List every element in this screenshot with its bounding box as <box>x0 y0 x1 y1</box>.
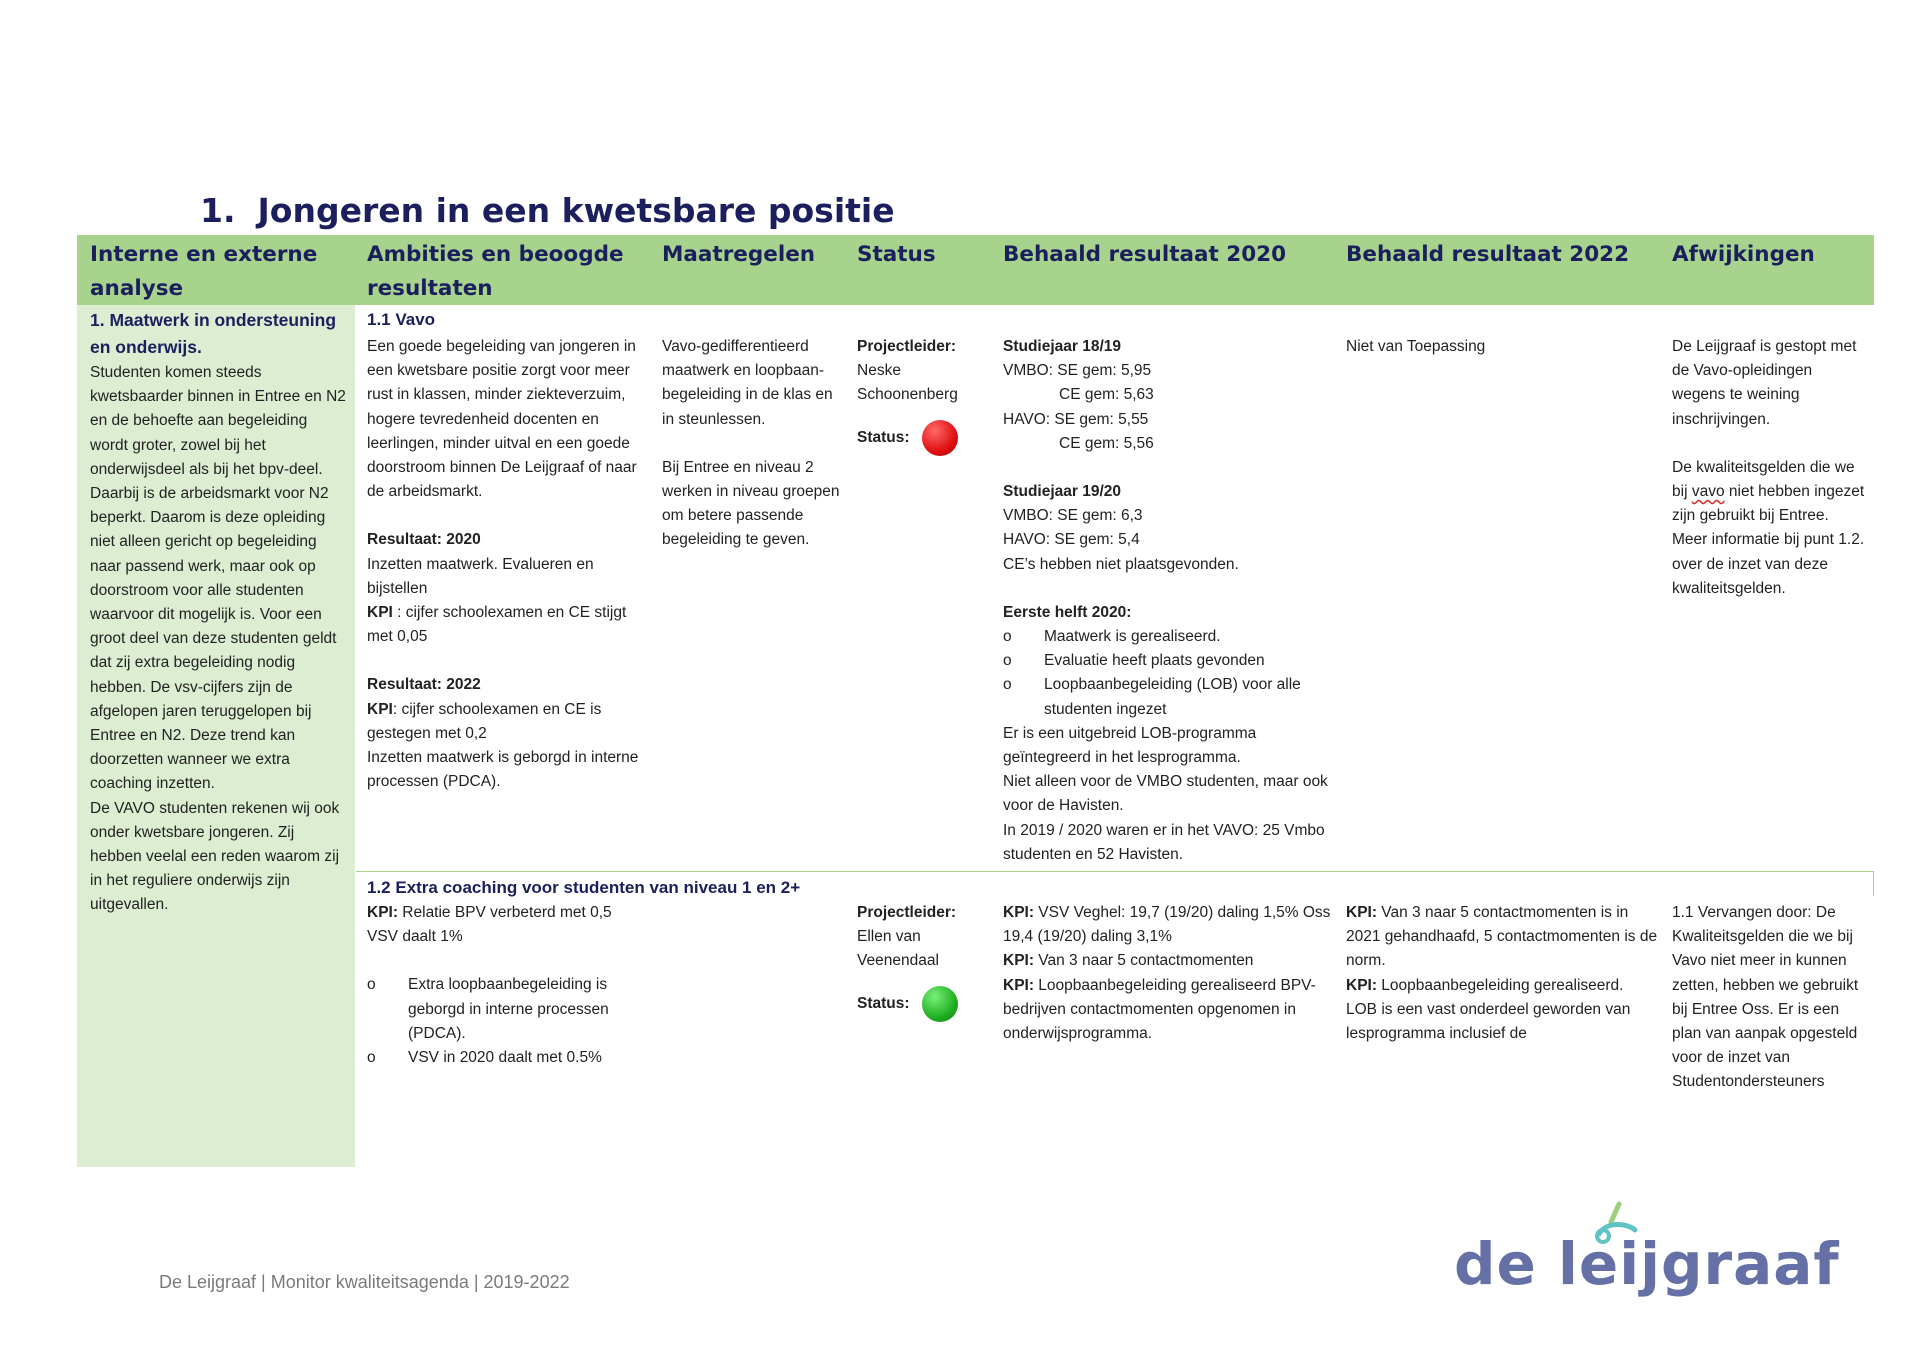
result-2020-text: Inzetten maatwerk. Evalueren en bijstellen <box>367 555 594 597</box>
status-indicator-green <box>922 986 958 1022</box>
header-deviations: Afwijkingen <box>1672 242 1815 267</box>
result-2020-1-1 <box>1003 335 1333 867</box>
quality-agenda-table <box>77 235 1874 1167</box>
result-2020-1-2: KPI: VSV Veghel: 19,7 (19/20) daling 1,5% Oss 19,4 (19/20) daling 3,1% KPI: Van 3 naar 5 contactmomenten KPI: Loopbaanbegeleiding gerealiseerd BPV-bedrijven contactmomenten opgenomen in onderwijsprogramma. <box>1003 904 1331 1043</box>
projectleader-label: Projectleider: <box>857 904 957 921</box>
deviations-1-1 <box>1672 335 1867 601</box>
header-result-2020: Behaald resultaat 2020 <box>1003 242 1287 267</box>
table-header-row <box>77 235 1874 305</box>
status-indicator-red <box>922 420 958 456</box>
kpi-text: : cijfer schoolexamen en CE stijgt met 0,05 <box>367 604 627 646</box>
deviation-text: De kwaliteitsgelden die we bij vavo niet hebben ingezet zijn gebruikt bij Entree. Meer informatie bij punt 1.2. over de inzet van deze kwaliteitsgelden. <box>1672 458 1865 597</box>
result-line: Niet alleen voor de VMBO studenten, maar ook voor de Havisten. <box>1003 773 1328 815</box>
ambition-text: Een goede begeleiding van jongeren in een kwetsbare positie zorgt voor meer rust in klassen, minder ziekteverzuim, hogere tevredenheid docenten en leerlingen, minder uitval en een goede doorstroom binnen De Leijgraaf of naar de arbeidsmarkt. <box>367 338 637 501</box>
list-item: o Evaluatie heeft plaats gevonden <box>1003 649 1333 673</box>
projectleader-label: Projectleider: <box>857 338 957 355</box>
leijgraaf-logo <box>1454 1200 1840 1310</box>
result-2022-1-1: Niet van Toepassing <box>1346 338 1486 355</box>
analysis-body-vavo: De VAVO studenten rekenen wij ook onder kwetsbare jongeren. Zij hebben veelal een reden waarom zij in het reguliere onderwijs zijn uitgevallen. <box>90 799 340 914</box>
header-ambitions: Ambities en beoogde resultaten <box>367 242 624 301</box>
year-label: Studiejaar 19/20 <box>1003 483 1122 501</box>
section-divider-edge <box>1873 871 1874 896</box>
result-line: HAVO: SE gem: 5,55 <box>1003 410 1149 428</box>
list-item: o VSV in 2020 daalt met 0.5% <box>367 1046 639 1070</box>
bullet-marker: o <box>367 1049 376 1067</box>
result-line: CE’s hebben niet plaatsgevonden. <box>1003 555 1239 573</box>
status-1-1 <box>857 335 987 456</box>
header-result-2022: Behaald resultaat 2022 <box>1346 242 1630 267</box>
result-line: VMBO: SE gem: 5,95 <box>1003 362 1152 380</box>
result-line: CE gem: 5,56 <box>1059 434 1154 452</box>
result-2022-label: Resultaat: 2022 <box>367 676 481 694</box>
result-2022-1-2: KPI: Van 3 naar 5 contactmomenten is in 2021 gehandhaafd, 5 contactmomenten is de norm. KPI: Loopbaanbegeleiding gerealiseerd. LOB is een vast onderdeel geworden van lesprogramma inclusief de <box>1346 904 1658 1043</box>
deviations-1-2: 1.1 Vervangen door: De Kwaliteitsgelden die we bij Vavo niet meer in kunnen zetten, hebben we gebruikt bij Entree Oss. Er is een plan van aanpak opgesteld voor de inzet van Studentondersteuners <box>1672 904 1859 1091</box>
half-year-label: Eerste helft 2020: <box>1003 603 1132 621</box>
status-1-2 <box>857 901 987 1022</box>
header-analysis: Interne en externe analyse <box>90 242 318 301</box>
result-line: In 2019 / 2020 waren er in het VAVO: 25 Vmbo studenten en 52 Havisten. <box>1003 821 1325 863</box>
kpi-label: KPI: <box>1003 904 1034 921</box>
bullet-marker: o <box>1003 652 1012 670</box>
analysis-cell <box>90 307 348 918</box>
list-item: o Loopbaanbegeleiding (LOB) voor alle studenten ingezet <box>1003 673 1333 721</box>
kpi-label: KPI: <box>1346 976 1377 994</box>
kpi-label: KPI <box>367 700 393 718</box>
logo-wordmark: de leijgraaf <box>1454 1230 1840 1298</box>
header-measures: Maatregelen <box>662 242 816 267</box>
bullet-marker: o <box>1003 676 1012 694</box>
kpi-label: KPI: <box>1346 904 1377 921</box>
section-1-1-title: 1.1 Vavo <box>367 310 436 329</box>
section-number: 1. <box>200 191 236 230</box>
kpi-label: KPI <box>367 604 393 622</box>
kpi-text: : cijfer schoolexamen en CE is gestegen met 0,2 <box>367 700 602 742</box>
result-2020-label: Resultaat: 2020 <box>367 531 481 549</box>
kpi-label: KPI: <box>1003 976 1034 994</box>
result-line: CE gem: 5,63 <box>1059 386 1154 404</box>
measure-text: Bij Entree en niveau 2 werken in niveau groepen om betere passende begeleiding te geven. <box>662 458 840 549</box>
deviation-text: De Leijgraaf is gestopt met de Vavo-opleidingen wegens te weining inschrijvingen. <box>1672 338 1857 428</box>
status-label: Status: <box>857 428 910 446</box>
analysis-body: Studenten komen steeds kwetsbaarder binnen in Entree en N2 en de behoefte aan begeleiding wordt groter, zowel bij het onderwijsdeel als bij het bpv-deel. Daarbij is de arbeidsmarkt voor N2 beperkt. Daarom is deze opleiding niet alleen gericht op begeleiding naar passend werk, maar ook op doorstroom voor alle studenten waarvoor dit mogelijk is. Voor een groot deel van deze studenten geldt dat zij extra begeleiding nodig hebben. De vsv-cijfers zijn de afgelopen jaren teruggelopen bij Entree en N2. Deze trend kan doorzetten wanneer we extra coaching inzetten. <box>90 364 346 793</box>
spellcheck-word: vavo <box>1691 483 1725 501</box>
bullet-marker: o <box>367 976 376 994</box>
section-divider <box>356 871 1874 872</box>
kpi-text: Relatie BPV verbeterd met 0,5 <box>398 904 612 921</box>
analysis-title: 1. Maatwerk in ondersteuning en onderwijs. <box>90 310 337 357</box>
section-title: Jongeren in een kwetsbare positie <box>257 191 895 230</box>
measures-1-1 <box>662 335 840 553</box>
page-title <box>200 191 895 230</box>
kpi-label: KPI: <box>367 904 398 921</box>
result-line: VMBO: SE gem: 6,3 <box>1003 507 1143 525</box>
list-item: o Maatwerk is gerealiseerd. <box>1003 625 1333 649</box>
header-status: Status <box>857 242 936 267</box>
status-label: Status: <box>857 994 910 1012</box>
result-line: Er is een uitgebreid LOB-programma geïntegreerd in het lesprogramma. <box>1003 724 1257 767</box>
footer-text: De Leijgraaf | Monitor kwaliteitsagenda | 2019-2022 <box>159 1272 570 1292</box>
year-label: Studiejaar 18/19 <box>1003 338 1122 355</box>
section-1-2-title: 1.2 Extra coaching voor studenten van niveau 1 en 2+ <box>367 878 801 897</box>
projectleader-name: Ellen van Veenendaal <box>857 928 939 970</box>
ambitions-1-2 <box>367 901 639 1070</box>
result-2022-text: Inzetten maatwerk is geborgd in interne processen (PDCA). <box>367 749 639 791</box>
projectleader-name: Neske Schoonenberg <box>857 362 958 404</box>
vsv-text: VSV daalt 1% <box>367 928 463 946</box>
kpi-label: KPI: <box>1003 952 1034 970</box>
measure-text: Vavo-gedifferentieerd maatwerk en loopbaan-begeleiding in de klas en in steunlessen. <box>662 338 833 428</box>
list-item: o Extra loopbaanbegeleiding is geborgd in interne processen (PDCA). <box>367 973 639 1046</box>
ambitions-1-1 <box>367 335 639 794</box>
bullet-marker: o <box>1003 628 1012 646</box>
result-line: HAVO: SE gem: 5,4 <box>1003 531 1140 549</box>
